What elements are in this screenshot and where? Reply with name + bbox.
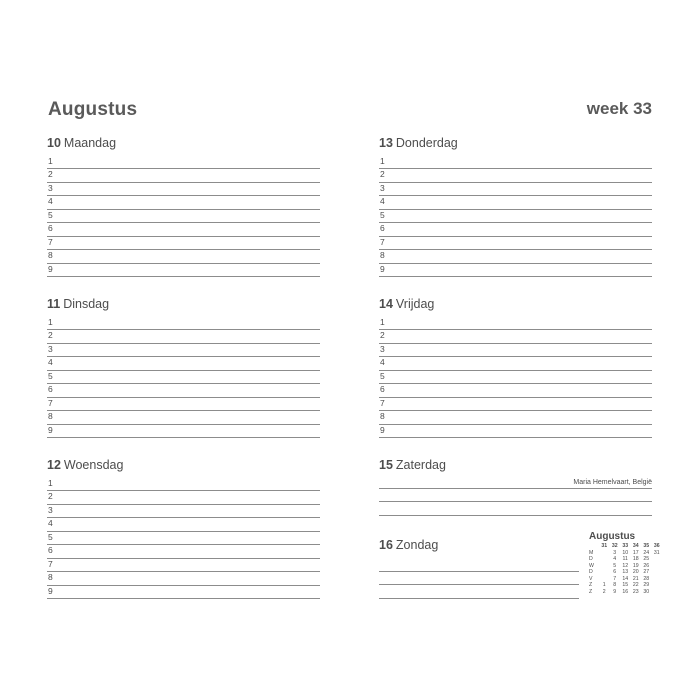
hour-row: 3	[47, 183, 320, 196]
hour-row: 2	[379, 169, 652, 182]
mini-calendar-date: 30	[643, 588, 650, 595]
hour-row: 7	[47, 237, 320, 250]
day-tuesday	[47, 297, 320, 438]
mini-calendar-grid	[589, 543, 659, 595]
hour-row: 4	[47, 196, 320, 209]
day-name: Donderdag	[395, 136, 458, 150]
hour-row: 6	[47, 223, 320, 236]
day-thursday	[379, 136, 652, 277]
hour-row: 1	[379, 317, 652, 330]
hour-row: 9	[47, 586, 320, 599]
mini-calendar-day-letter: D	[589, 569, 593, 575]
day-number: 11	[47, 297, 61, 311]
mini-calendar-date: 16	[622, 588, 629, 595]
day-name: Vrijdag	[395, 297, 435, 311]
mini-calendar-date: 1	[602, 582, 606, 588]
day-saturday	[379, 458, 652, 516]
mini-calendar-date: 20	[632, 569, 639, 575]
day-heading	[47, 458, 320, 478]
mini-calendar-date: 6	[613, 569, 617, 575]
hour-row: 2	[47, 169, 320, 182]
day-heading	[47, 297, 320, 317]
hour-row: 3	[379, 183, 652, 196]
day-heading	[379, 297, 652, 317]
hour-row: 4	[379, 357, 652, 370]
hour-row: 4	[47, 518, 320, 531]
hour-row: 6	[47, 384, 320, 397]
hour-row: 8	[47, 572, 320, 585]
mini-calendar-date: 17	[632, 549, 639, 556]
hour-row: 5	[379, 371, 652, 384]
hour-row: 4	[379, 196, 652, 209]
hour-row: 1	[47, 317, 320, 330]
day-name: Woensdag	[63, 458, 124, 472]
day-heading	[379, 538, 579, 558]
mini-calendar-day-letter: M	[589, 549, 594, 556]
mini-calendar-week-number: 31	[601, 543, 608, 549]
hour-row: 1	[47, 478, 320, 491]
mini-calendar	[589, 531, 659, 595]
hour-row: 1	[47, 156, 320, 169]
mini-calendar-date: 15	[622, 582, 629, 588]
mini-calendar-date: 19	[632, 562, 639, 569]
hour-row: 7	[47, 559, 320, 572]
mini-calendar-date: 5	[613, 562, 617, 569]
hour-row: 7	[379, 398, 652, 411]
mini-calendar-day-letter: V	[589, 575, 593, 582]
hour-lines	[47, 317, 320, 438]
hour-row: 5	[47, 371, 320, 384]
mini-calendar-date: 21	[632, 575, 639, 582]
writing-line	[379, 572, 579, 585]
mini-calendar-date: 18	[632, 556, 639, 562]
mini-calendar-day-letter: W	[589, 562, 594, 569]
mini-calendar-week-number: 33	[622, 543, 629, 549]
week-label: week 33	[586, 99, 652, 118]
hour-row: 6	[379, 384, 652, 397]
mini-calendar-date: 12	[622, 562, 629, 569]
hour-row: 6	[379, 223, 652, 236]
day-wednesday	[47, 458, 320, 599]
day-number: 14	[379, 297, 393, 311]
writing-line	[379, 489, 652, 502]
writing-line	[379, 585, 579, 598]
day-number: 13	[379, 136, 393, 150]
mini-calendar-date: 23	[632, 588, 639, 595]
hour-row: 9	[47, 425, 320, 438]
writing-line	[379, 502, 652, 515]
mini-calendar-week-number: 36	[653, 543, 660, 549]
month-title: Augustus	[48, 99, 138, 120]
day-heading	[379, 458, 652, 478]
day-heading	[379, 136, 652, 156]
hour-row: 5	[379, 210, 652, 223]
hour-row: 3	[379, 344, 652, 357]
mini-calendar-day-letter: Z	[589, 582, 593, 588]
mini-calendar-week-number: 35	[643, 543, 650, 549]
hour-row: 7	[379, 237, 652, 250]
mini-calendar-date: 9	[613, 588, 617, 595]
day-name: Maandag	[63, 136, 117, 150]
mini-calendar-date: 14	[622, 575, 629, 582]
hour-lines	[379, 156, 652, 277]
hour-row: 9	[47, 264, 320, 277]
hour-lines	[47, 478, 320, 599]
mini-calendar-date: 8	[613, 582, 617, 588]
hour-lines	[47, 156, 320, 277]
day-name: Dinsdag	[63, 297, 110, 311]
hour-lines	[379, 317, 652, 438]
mini-calendar-date: 24	[643, 549, 650, 556]
hour-row: 8	[47, 411, 320, 424]
mini-calendar-date: 3	[613, 549, 617, 556]
day-monday	[47, 136, 320, 277]
hour-row: 8	[379, 411, 652, 424]
hour-row: 4	[47, 357, 320, 370]
mini-calendar-date: 28	[643, 575, 650, 582]
mini-calendar-date: 13	[622, 569, 629, 575]
mini-calendar-day-letter: D	[589, 556, 593, 562]
hour-row: 1	[379, 156, 652, 169]
day-sunday	[379, 538, 579, 599]
day-name: Zaterdag	[395, 458, 446, 472]
mini-calendar-date: 22	[632, 582, 639, 588]
hour-row: 7	[47, 398, 320, 411]
day-heading	[47, 136, 320, 156]
mini-calendar-week-number: 34	[632, 543, 639, 549]
mini-calendar-date: 25	[643, 556, 650, 562]
hour-row: 8	[47, 250, 320, 263]
mini-calendar-title: Augustus	[589, 531, 636, 542]
mini-calendar-date: 29	[643, 582, 650, 588]
hour-row: 5	[47, 532, 320, 545]
mini-calendar-date: 7	[613, 575, 617, 582]
hour-row: 3	[47, 505, 320, 518]
day-name: Zondag	[395, 538, 439, 552]
mini-calendar-day-letter: Z	[589, 588, 593, 595]
hour-row: 5	[47, 210, 320, 223]
mini-calendar-date: 27	[643, 569, 650, 575]
mini-calendar-date: 10	[622, 549, 629, 556]
day-number: 10	[47, 136, 61, 150]
hour-row: 2	[47, 330, 320, 343]
day-number: 12	[47, 458, 61, 472]
day-number: 15	[379, 458, 393, 472]
hour-row: 2	[379, 330, 652, 343]
mini-calendar-date: 31	[653, 549, 660, 556]
hour-row: 2	[47, 491, 320, 504]
hour-row: 9	[379, 264, 652, 277]
hour-row: 8	[379, 250, 652, 263]
mini-calendar-date: 26	[643, 562, 650, 569]
mini-calendar-week-number: 32	[611, 543, 618, 549]
holiday-note: Maria Hemelvaart, België	[573, 479, 652, 486]
mini-calendar-date: 2	[602, 588, 606, 595]
day-friday	[379, 297, 652, 438]
day-number: 16	[379, 538, 393, 552]
hour-row: 3	[47, 344, 320, 357]
hour-row: 9	[379, 425, 652, 438]
mini-calendar-date: 11	[622, 556, 628, 562]
hour-row: 6	[47, 545, 320, 558]
mini-calendar-date	[652, 589, 663, 596]
mini-calendar-date: 4	[613, 556, 617, 562]
